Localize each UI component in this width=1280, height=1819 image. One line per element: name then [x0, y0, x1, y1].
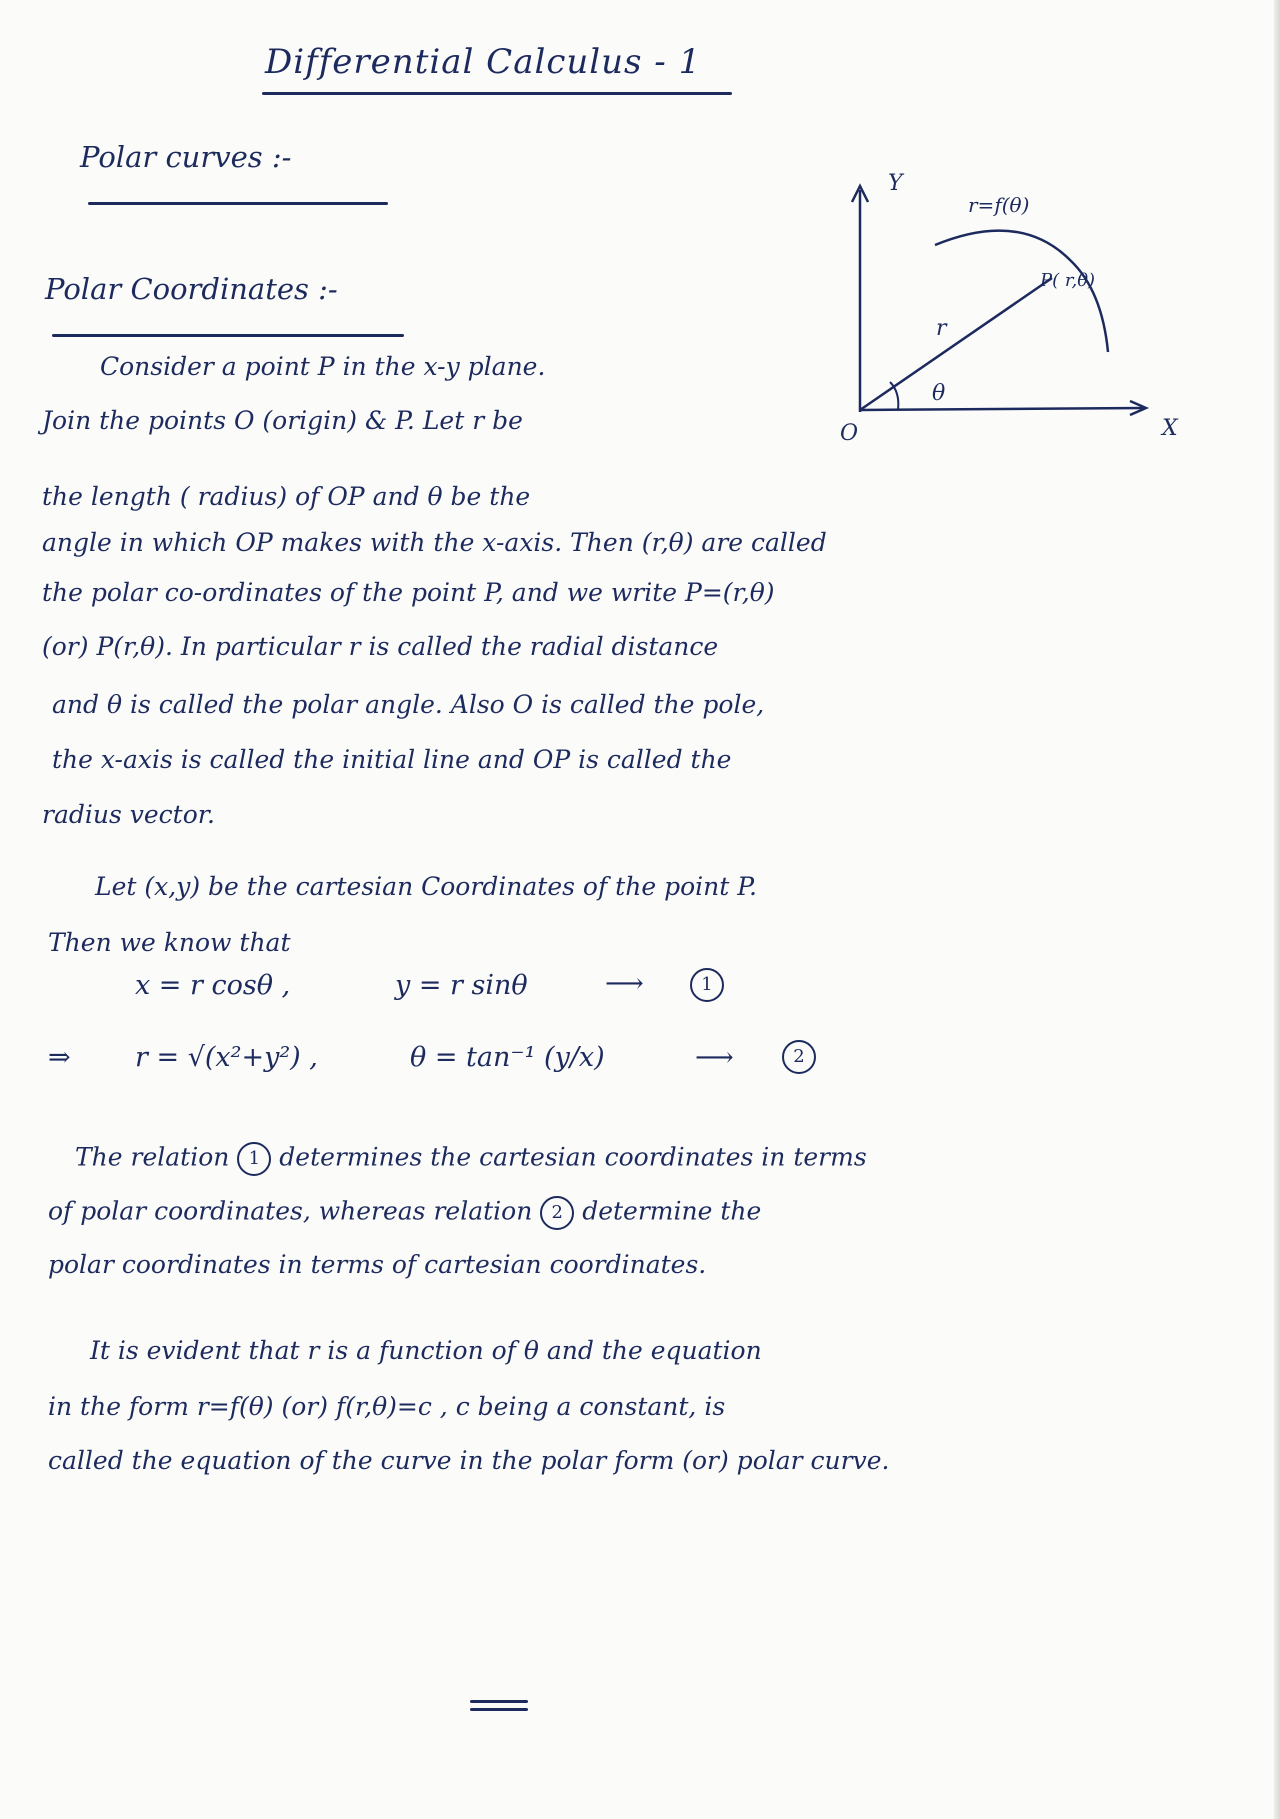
curve-label: r=f(θ)	[968, 193, 1030, 217]
cartesian-line: Let (x,y) be the cartesian Coordinates of the point P.	[95, 872, 757, 901]
polar-coordinates-diagram	[840, 160, 1260, 460]
intro-line: radius vector.	[42, 800, 215, 829]
page-edge	[1274, 0, 1280, 1819]
intro-line: Consider a point P in the x-y plane.	[100, 352, 546, 381]
angle-label: θ	[932, 381, 946, 406]
intro-line: (or) P(r,θ). In particular r is called the radial distance	[42, 632, 719, 661]
intro-line: the x-axis is called the initial line and OP is called the	[52, 745, 732, 774]
heading-polar-curves: Polar curves :-	[80, 140, 292, 174]
heading-polar-curves-underline	[88, 202, 388, 205]
relation-line: polar coordinates in terms of cartesian coordinates.	[48, 1250, 707, 1279]
intro-line: the length ( radius) of OP and θ be the	[42, 482, 531, 511]
equation-2-right: θ = tan⁻¹ (y/x)	[410, 1042, 605, 1073]
intro-line: angle in which OP makes with the x-axis. Then (r,θ) are called	[42, 528, 827, 557]
equation-2-number: 2	[782, 1040, 816, 1074]
polar-curve	[935, 231, 1108, 352]
implies-symbol: ⇒	[48, 1042, 71, 1073]
equation-2-arrow: ⟶	[695, 1042, 734, 1073]
x-axis-label: X	[1162, 416, 1178, 441]
page-title: Differential Calculus - 1	[265, 42, 702, 82]
equation-1-right: y = r sinθ	[395, 970, 528, 1001]
equation-1-number: 1	[690, 968, 724, 1002]
evident-line: It is evident that r is a function of θ and the equation	[90, 1336, 762, 1365]
title-underline	[262, 92, 732, 95]
evident-line: in the form r=f(θ) (or) f(r,θ)=c , c being a constant, is	[48, 1392, 726, 1421]
angle-arc	[890, 382, 898, 410]
equation-1-arrow: ⟶	[605, 968, 644, 999]
point-label: P( r,θ)	[1040, 270, 1096, 291]
intro-line: Join the points O (origin) & P. Let r be	[42, 406, 523, 435]
heading-polar-coordinates-underline	[52, 334, 404, 337]
x-axis	[860, 408, 1145, 410]
intro-line: and θ is called the polar angle. Also O is called the pole,	[52, 690, 765, 719]
evident-line: called the equation of the curve in the polar form (or) polar curve.	[48, 1446, 890, 1475]
radius-label: r	[936, 316, 947, 341]
relation-line: of polar coordinates, whereas relation 2 determine the	[48, 1196, 761, 1230]
intro-line: the polar co-ordinates of the point P, and we write P=(r,θ)	[42, 578, 775, 607]
origin-label: O	[840, 421, 859, 446]
heading-polar-coordinates: Polar Coordinates :-	[45, 272, 338, 306]
y-axis-label: Y	[888, 171, 903, 196]
equation-1-left: x = r cosθ ,	[135, 970, 291, 1001]
relation-line: The relation 1 determines the cartesian coordinates in terms	[75, 1142, 867, 1176]
end-mark	[470, 1700, 528, 1716]
equation-2-left: r = √(x²+y²) ,	[135, 1042, 318, 1073]
cartesian-line: Then we know that	[48, 928, 291, 957]
